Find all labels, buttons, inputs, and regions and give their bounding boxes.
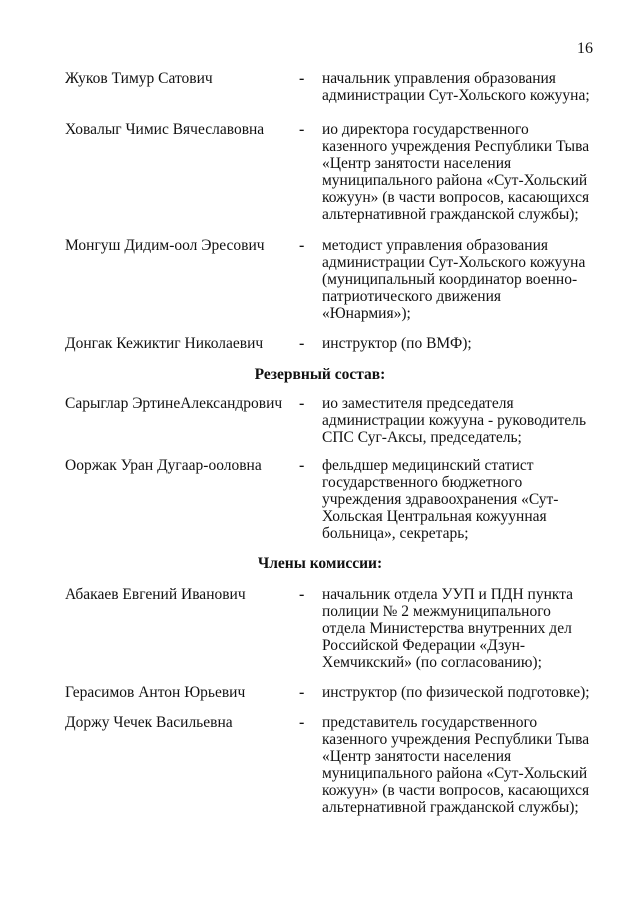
- role-line: инструктор (по ВМФ);: [322, 335, 472, 352]
- member-name: Донгак Кежиктиг Николаевич: [65, 335, 264, 352]
- role-line: начальник отдела УУП и ПДН пункта: [322, 586, 574, 603]
- role-line: администрации кожууна - руководитель: [322, 412, 587, 429]
- section-heading-members: Члены комиссии:: [257, 555, 383, 572]
- separator-dash: -: [299, 684, 305, 701]
- role-line: ио заместителя председателя: [322, 395, 514, 412]
- role-line: казенного учреждения Республики Тыва: [322, 138, 590, 155]
- role-line: государственного бюджетного: [322, 474, 523, 491]
- role-line: инструктор (по физической подготовке);: [322, 684, 590, 701]
- member-role: [322, 684, 602, 701]
- role-line: учреждения здравоохранения «Сут-: [322, 491, 559, 508]
- role-line: Российской Федерации «Дзун-: [322, 637, 526, 654]
- role-line: (муниципальный координатор военно-: [322, 271, 578, 288]
- role-line: муниципального района «Сут-Хольский: [322, 172, 588, 189]
- role-line: муниципального района «Сут-Хольский: [322, 765, 588, 782]
- role-line: альтернативной гражданской службы);: [322, 799, 579, 816]
- role-line: альтернативной гражданской службы);: [322, 206, 579, 223]
- member-role: [322, 586, 602, 671]
- role-line: «Центр занятости населения: [322, 155, 512, 172]
- member-role: [322, 714, 602, 816]
- member-name: Герасимов Антон Юрьевич: [65, 684, 246, 701]
- role-line: начальник управления образования: [322, 70, 556, 87]
- role-line: патриотического движения: [322, 288, 502, 305]
- member-name: Монгуш Дидим-оол Эресович: [65, 237, 265, 254]
- member-role: [322, 335, 602, 352]
- role-line: кожуун» (в части вопросов, касающихся: [322, 782, 590, 799]
- role-line: представитель государственного: [322, 714, 538, 731]
- role-line: ио директора государственного: [322, 121, 529, 138]
- separator-dash: -: [299, 335, 305, 352]
- separator-dash: -: [299, 457, 305, 474]
- member-name: Ховалыг Чимис Вячеславовна: [65, 121, 265, 138]
- page-number: 16: [577, 40, 593, 57]
- member-role: [322, 457, 602, 542]
- role-line: фельдшер медицинский статист: [322, 457, 534, 474]
- separator-dash: -: [299, 586, 305, 603]
- member-role: [322, 121, 602, 223]
- role-line: СПС Суг-Аксы, председатель;: [322, 429, 522, 446]
- role-line: Хемчикский» (по согласованию);: [322, 654, 542, 671]
- role-line: полиции № 2 межмуниципального: [322, 603, 551, 620]
- role-line: администрации Сут-Хольского кожууна: [322, 254, 586, 271]
- separator-dash: -: [299, 714, 305, 731]
- member-name: Жуков Тимур Сатович: [65, 70, 213, 87]
- role-line: кожуун» (в части вопросов, касающихся: [322, 189, 590, 206]
- role-line: казенного учреждения Республики Тыва: [322, 731, 590, 748]
- member-name: Абакаев Евгений Иванович: [65, 586, 246, 603]
- role-line: Хольская Центральная кожуунная: [322, 508, 547, 525]
- member-name: Ооржак Уран Дугаар-ооловна: [65, 457, 262, 474]
- role-line: «Юнармия»);: [322, 305, 411, 322]
- role-line: «Центр занятости населения: [322, 748, 512, 765]
- role-line: администрации Сут-Хольского кожууна;: [322, 87, 590, 104]
- role-line: методист управления образования: [322, 237, 549, 254]
- role-line: отдела Министерства внутренних дел: [322, 620, 572, 637]
- member-name: Доржу Чечек Васильевна: [65, 714, 233, 731]
- section-heading-reserve: Резервный состав:: [254, 366, 386, 383]
- member-name: Сарыглар ЭртинеАлександрович: [65, 395, 283, 412]
- separator-dash: -: [299, 237, 305, 254]
- member-role: [322, 70, 602, 104]
- separator-dash: -: [299, 395, 305, 412]
- role-line: больница», секретарь;: [322, 525, 469, 542]
- member-role: [322, 237, 602, 322]
- separator-dash: -: [299, 121, 305, 138]
- member-role: [322, 395, 602, 446]
- separator-dash: -: [299, 70, 305, 87]
